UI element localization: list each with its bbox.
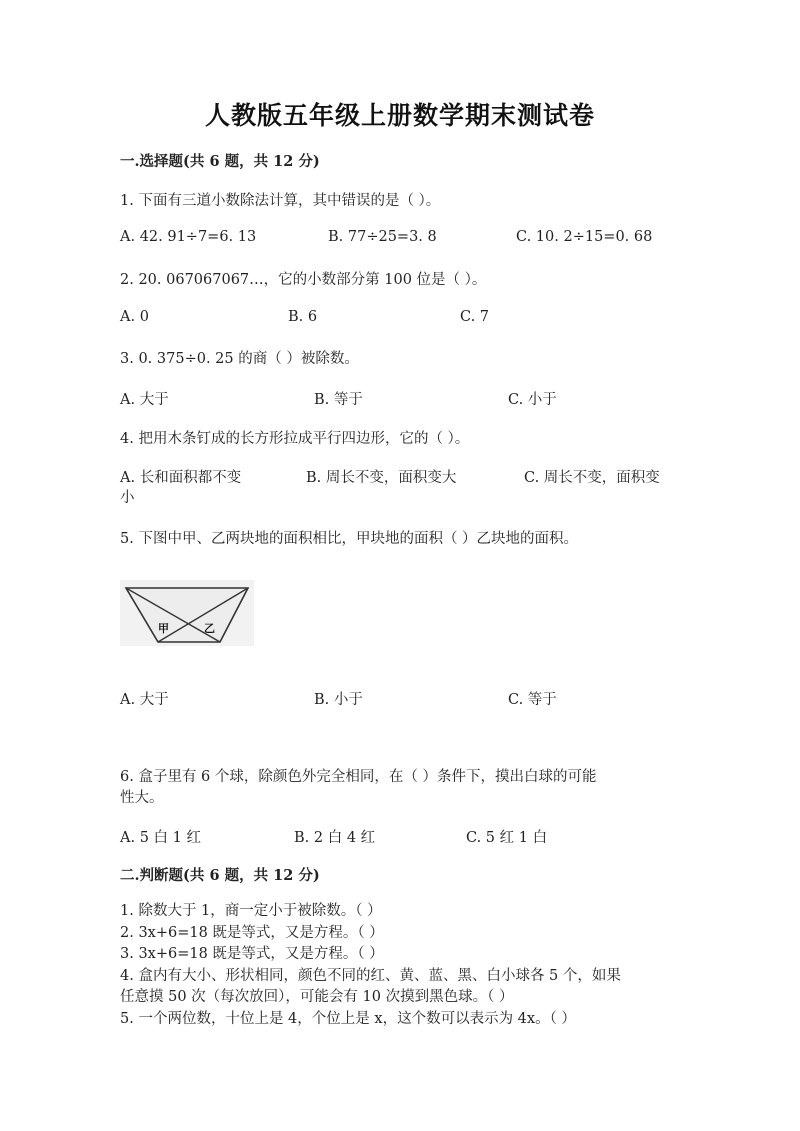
- option-b: B. 等于: [314, 392, 363, 408]
- judgement-item: 4. 盒内有大小、形状相同，颜色不同的红、黄、蓝、黑、白小球各 5 个，如果: [120, 967, 621, 984]
- question-2-options: [120, 309, 680, 329]
- judgement-item-continued: 任意摸 50 次（每次放回），可能会有 10 次摸到黑色球。（ ）: [120, 989, 514, 1005]
- question-4-option-wrap: 小: [120, 490, 135, 506]
- option-c: C. 周长不变，面积变: [524, 470, 660, 486]
- option-c: C. 小于: [508, 392, 557, 408]
- option-a: A. 5 白 1 红: [120, 830, 201, 846]
- option-c: C. 5 红 1 白: [466, 830, 548, 846]
- question-6-options: [120, 826, 680, 846]
- question-4-options: [120, 466, 680, 486]
- section-heading-judgement: 二.判断题(共 6 题，共 12 分): [120, 867, 320, 884]
- figure-label-jia: 甲: [158, 622, 169, 635]
- option-a: A. 大于: [120, 692, 169, 708]
- question-6-stem-continued: 性大。: [120, 790, 164, 806]
- question-5-options: [120, 688, 680, 708]
- option-b: B. 2 白 4 红: [294, 830, 376, 846]
- option-a: A. 大于: [120, 392, 169, 408]
- figure-label-yi: 乙: [204, 622, 215, 635]
- question-5-stem: 5. 下图中甲、乙两块地的面积相比，甲块地的面积（ ）乙块地的面积。: [120, 531, 579, 547]
- option-c: C. 10. 2÷15=0. 68: [516, 229, 653, 245]
- judgement-item: 2. 3x+6=18 既是等式，又是方程。（ ）: [120, 924, 384, 941]
- section-heading-choice: 一.选择题(共 6 题，共 12 分): [120, 153, 320, 170]
- question-6-stem: 6. 盒子里有 6 个球，除颜色外完全相同，在（ ）条件下，摸出白球的可能: [120, 769, 597, 785]
- judgement-item: 1. 除数大于 1，商一定小于被除数。（ ）: [120, 903, 382, 919]
- question-1-stem: 1. 下面有三道小数除法计算，其中错误的是（ ）。: [120, 193, 441, 209]
- option-b: B. 77÷25=3. 8: [328, 229, 437, 245]
- judgement-item: 3. 3x+6=18 既是等式，又是方程。（ ）: [120, 946, 384, 962]
- question-4-stem: 4. 把用木条钉成的长方形拉成平行四边形，它的（ ）。: [120, 431, 470, 447]
- option-b: B. 小于: [314, 692, 363, 708]
- option-a: A. 42. 91÷7=6. 13: [120, 229, 257, 245]
- option-c: C. 等于: [508, 692, 557, 708]
- question-5-figure: [120, 580, 254, 646]
- question-2-stem: 2. 20. 067067067…，它的小数部分第 100 位是（ ）。: [120, 272, 487, 288]
- option-a: A. 0: [120, 309, 149, 325]
- option-b: B. 6: [288, 309, 318, 325]
- question-1-options: [120, 229, 680, 249]
- option-a: A. 长和面积都不变: [120, 470, 242, 486]
- option-b: B. 周长不变，面积变大: [306, 470, 457, 486]
- question-3-options: [120, 388, 680, 408]
- judgement-item: 5. 一个两位数，十位上是 4，个位上是 x，这个数可以表示为 4x。（ ）: [120, 1010, 576, 1027]
- judgement-list: [120, 901, 680, 1030]
- exam-title: 人教版五年级上册数学期末测试卷: [204, 101, 595, 130]
- question-3-stem: 3. 0. 375÷0. 25 的商（ ）被除数。: [120, 351, 359, 367]
- option-c: C. 7: [460, 309, 490, 325]
